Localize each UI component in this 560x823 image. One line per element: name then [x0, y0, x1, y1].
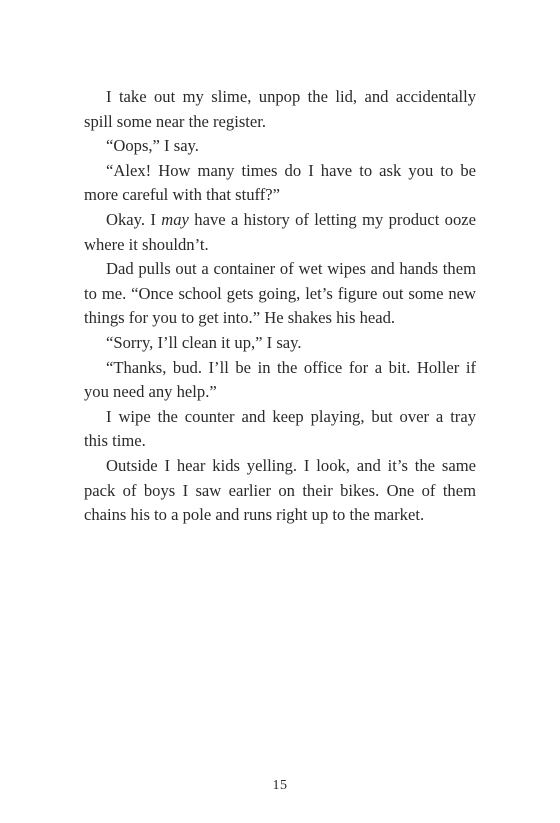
emphasis-text: may: [161, 209, 189, 229]
paragraph: “Thanks, bud. I’ll be in the office for a bit. Holler if you need any help.”: [84, 357, 476, 402]
paragraph: I take out my slime, unpop the lid, and accidentally spill some near the register.: [84, 87, 476, 131]
paragraph-text: have a history of letting my product ooze where it shouldn’t.: [84, 209, 476, 254]
paragraph: Outside I hear kids yelling. I look, and it’s the same pack of boys I saw earlier on their bikes. One of them chains his to a pole and runs right up to the market.: [84, 455, 476, 525]
body-text: [84, 85, 476, 528]
paragraph: “Sorry, I’ll clean it up,” I say.: [106, 332, 302, 352]
paragraph: Dad pulls out a container of wet wipes and hands them to me. “Once school gets going, let’s figure out some new things for you to get into.” He shakes his head.: [84, 259, 476, 328]
paragraph: “Alex! How many times do I have to ask you to be more careful with that stuff?”: [84, 160, 476, 205]
page-number: 15: [272, 778, 288, 793]
paragraph-text: Okay. I: [106, 209, 162, 229]
paragraph: “Oops,” I say.: [106, 136, 199, 156]
paragraph: [84, 208, 476, 257]
paragraph: I wipe the counter and keep playing, but over a tray this time.: [84, 406, 476, 451]
